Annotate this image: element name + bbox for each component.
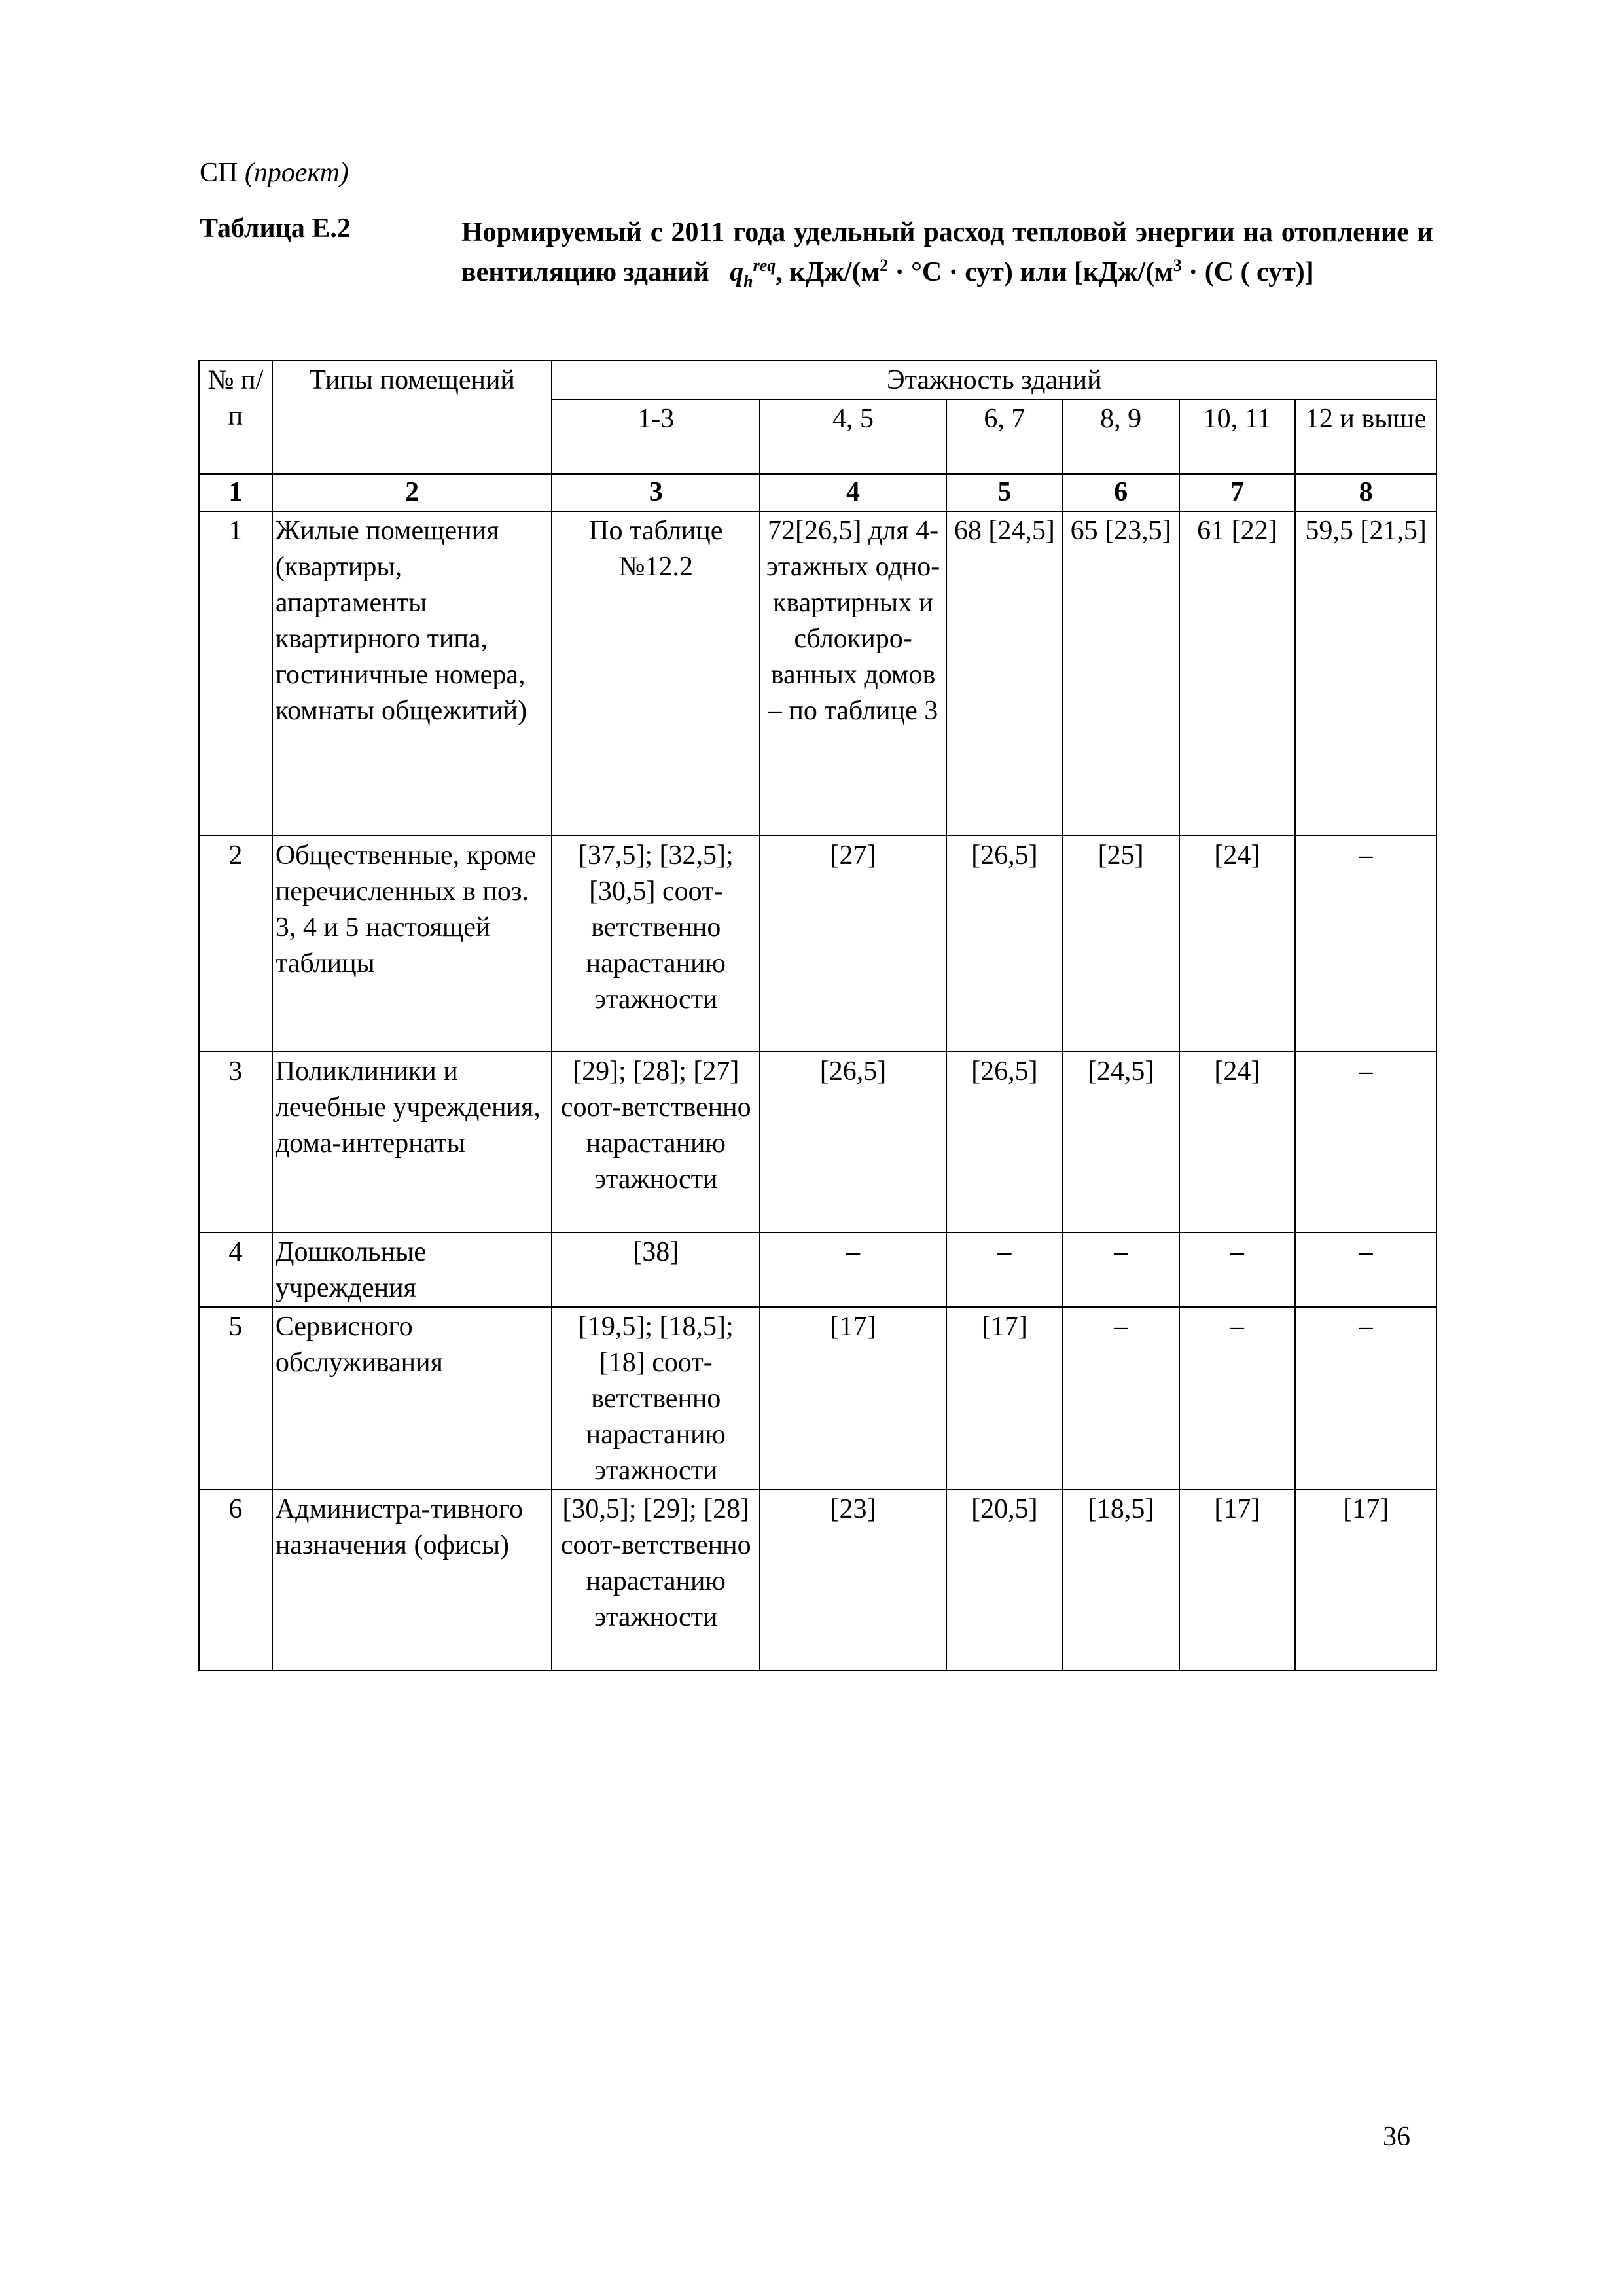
table-cell: – — [946, 1232, 1063, 1307]
table-cell: [26,5] — [760, 1052, 946, 1232]
room-type: Общественные, кроме перечисленных в поз. 3, 4 и 5 настоящей таблицы — [272, 836, 552, 1052]
table-cell: 59,5 [21,5] — [1295, 511, 1436, 836]
header-col-no: № п/п — [199, 361, 272, 474]
table-cell: – — [760, 1232, 946, 1307]
table-cell: [17] — [1179, 1490, 1296, 1670]
floor-header: 4, 5 — [760, 399, 946, 474]
table-cell: – — [1295, 1052, 1436, 1232]
table-row — [199, 1307, 1436, 1490]
table-row — [199, 1052, 1436, 1232]
table-cell: По таблице №12.2 — [552, 511, 760, 836]
table-cell: – — [1063, 1307, 1179, 1490]
table-row — [199, 1490, 1436, 1670]
header-row — [199, 361, 1436, 399]
table-cell: [27] — [760, 836, 946, 1052]
table-cell: [38] — [552, 1232, 760, 1307]
table-cell: [17] — [1295, 1490, 1436, 1670]
table-cell: – — [1179, 1307, 1296, 1490]
header-prefix: СП — [200, 158, 238, 188]
table-cell: [24,5] — [1063, 1052, 1179, 1232]
room-type: Дошкольные учреждения — [272, 1232, 552, 1307]
table-cell: [24] — [1179, 1052, 1296, 1232]
table-cell: [26,5] — [946, 1052, 1063, 1232]
row-number: 4 — [199, 1232, 272, 1307]
col-number: 7 — [1179, 474, 1296, 511]
caption-main: Нормируемый с 2011 года удельный расход тепловой энергии на отопление и вентиляцию зданий — [461, 217, 1433, 287]
table-cell: [19,5]; [18,5]; [18] соот-ветственно нарастанию этажности — [552, 1307, 760, 1490]
column-number-row — [199, 474, 1436, 511]
caption-unit-1: , кДж/$(м^2 \cdot ^\circ С \cdot сут)$ или — [776, 256, 1067, 287]
heat-energy-table — [198, 360, 1437, 1671]
table-cell: [17] — [946, 1307, 1063, 1490]
table-caption-text — [461, 213, 1433, 293]
header-suffix: (проект) — [244, 158, 349, 188]
row-number: 6 — [199, 1490, 272, 1670]
table-cell: [29]; [28]; [27] соот-ветственно нарастанию этажности — [552, 1052, 760, 1232]
col-number: 1 — [199, 474, 272, 511]
floor-header: 12 и выше — [1295, 399, 1436, 474]
table-cell: 65 [23,5] — [1063, 511, 1179, 836]
table-cell: – — [1295, 1232, 1436, 1307]
table-cell: [26,5] — [946, 836, 1063, 1052]
page-number: 36 — [1383, 2122, 1410, 2152]
caption-unit-2: [$кДж/(м^3 \cdot (С$ ( сут)] — [1073, 256, 1314, 287]
floor-header: 8, 9 — [1063, 399, 1179, 474]
table-cell: [18,5] — [1063, 1490, 1179, 1670]
table-row — [199, 836, 1436, 1052]
running-header — [200, 157, 349, 188]
row-number: 5 — [199, 1307, 272, 1490]
col-number: 2 — [272, 474, 552, 511]
col-number: 4 — [760, 474, 946, 511]
table-row — [199, 1232, 1436, 1307]
col-number: 6 — [1063, 474, 1179, 511]
table-cell: [37,5]; [32,5]; [30,5] соот-ветственно нарастанию этажности — [552, 836, 760, 1052]
table-cell: – — [1179, 1232, 1296, 1307]
caption-symbol: $q_h^{req}$ — [730, 256, 776, 291]
table-cell: [30,5]; [29]; [28] соот-ветственно нарастанию этажности — [552, 1490, 760, 1670]
room-type: Сервисного обслуживания — [272, 1307, 552, 1490]
table-cell: [25] — [1063, 836, 1179, 1052]
floor-header: 6, 7 — [946, 399, 1063, 474]
col-number: 3 — [552, 474, 760, 511]
floor-header: 1-3 — [552, 399, 760, 474]
room-type: Жилые помещения (квартиры, апартаменты квартирного типа, гостиничные номера, комнаты общежитий) — [272, 511, 552, 836]
header-col-group: Этажность зданий — [552, 361, 1436, 399]
room-type: Администра-тивного назначения (офисы) — [272, 1490, 552, 1670]
col-number: 8 — [1295, 474, 1436, 511]
table-cell: 61 [22] — [1179, 511, 1296, 836]
row-number: 3 — [199, 1052, 272, 1232]
table-row — [199, 511, 1436, 836]
table-cell: 68 [24,5] — [946, 511, 1063, 836]
table-cell: – — [1295, 836, 1436, 1052]
row-number: 2 — [199, 836, 272, 1052]
table-cell: 72[26,5] для 4-этажных одно-квартирных и сблокиро-ванных домов – по таблице 3 — [760, 511, 946, 836]
floor-header: 10, 11 — [1179, 399, 1296, 474]
table-cell: – — [1295, 1307, 1436, 1490]
table-cell: [17] — [760, 1307, 946, 1490]
col-number: 5 — [946, 474, 1063, 511]
room-type: Поликлиники и лечебные учреждения, дома-интернаты — [272, 1052, 552, 1232]
table-cell: [20,5] — [946, 1490, 1063, 1670]
header-col-types: Типы помещений — [272, 361, 552, 474]
table-cell: – — [1063, 1232, 1179, 1307]
table-cell: [23] — [760, 1490, 946, 1670]
row-number: 1 — [199, 511, 272, 836]
table-cell: [24] — [1179, 836, 1296, 1052]
table-caption-label: Таблица Е.2 — [200, 213, 351, 243]
